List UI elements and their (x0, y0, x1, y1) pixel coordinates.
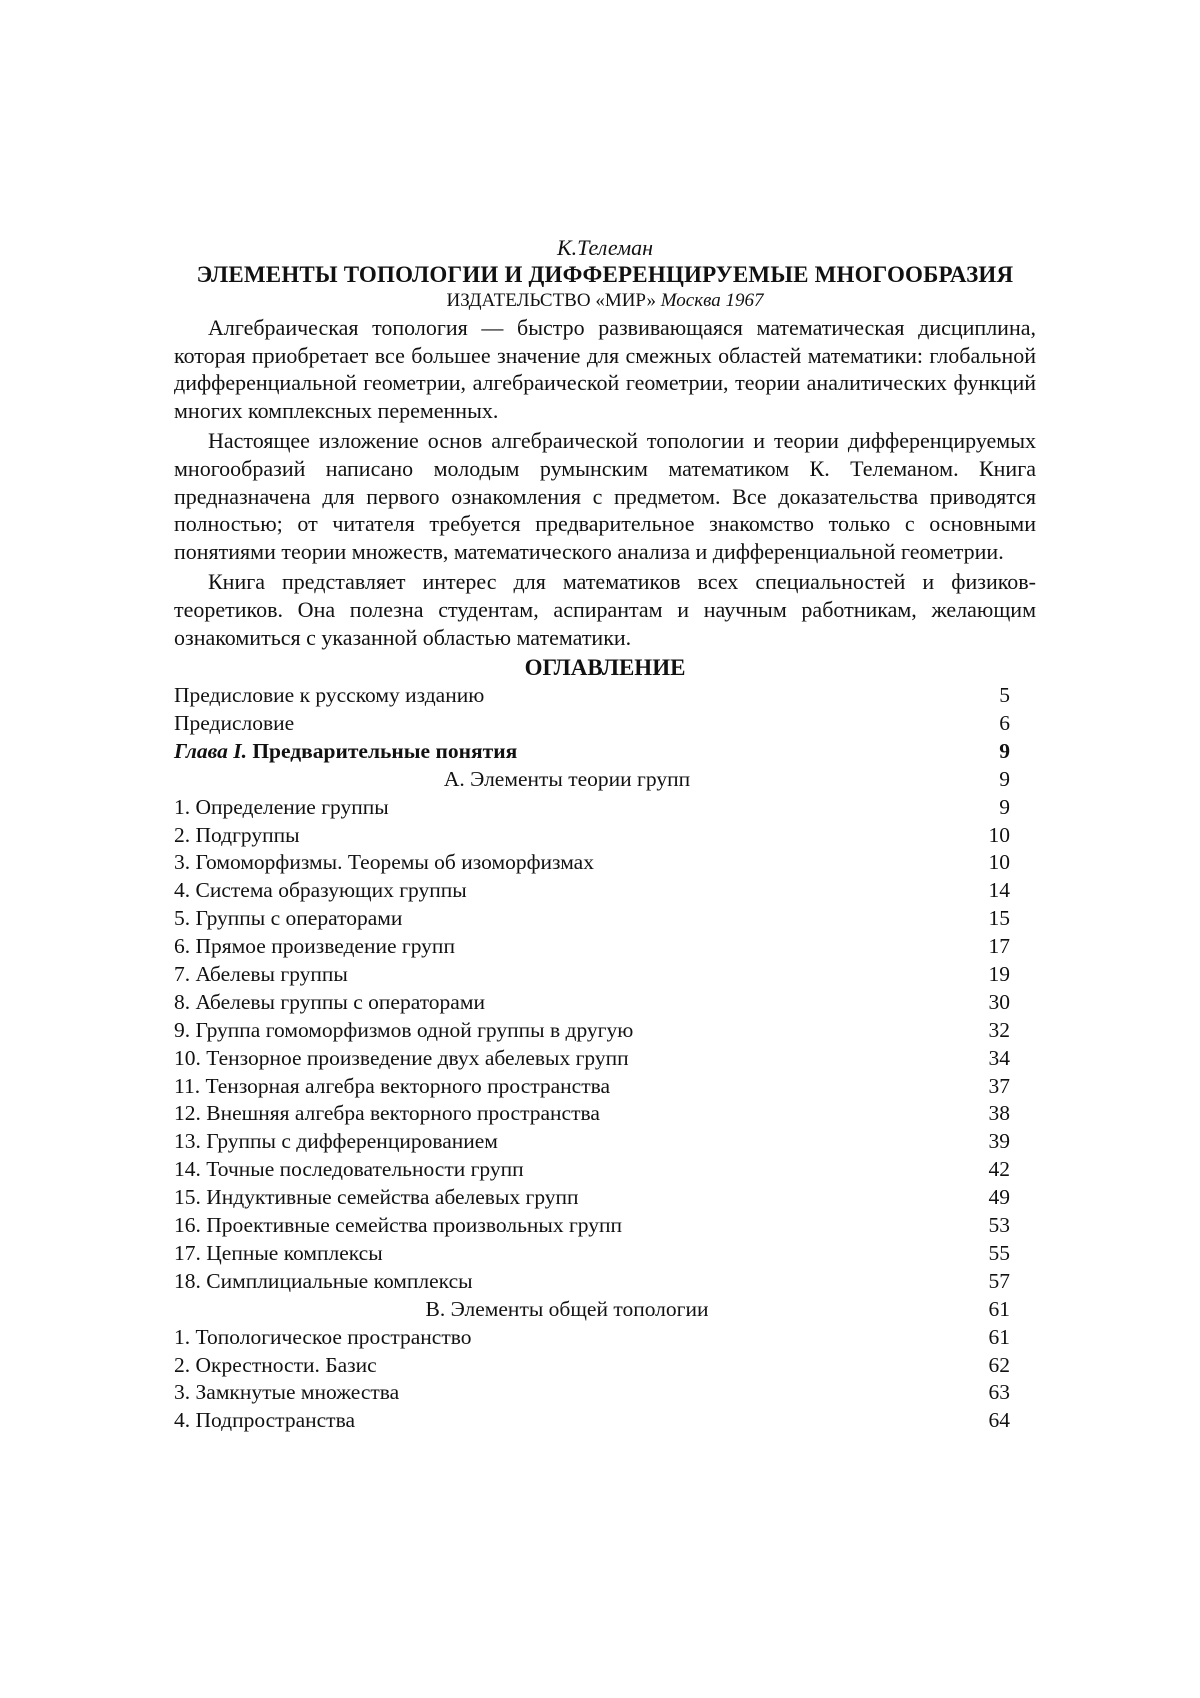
toc-label: 17. Цепные комплексы (174, 1240, 960, 1268)
book-title: ЭЛЕМЕНТЫ ТОПОЛОГИИ И ДИФФЕРЕНЦИРУЕМЫЕ МНОГООБРАЗИЯ (174, 261, 1036, 289)
toc-page-number: 14 (960, 877, 1010, 905)
toc-row (174, 1017, 1010, 1045)
toc-row (174, 1045, 1010, 1073)
toc-label: 2. Окрестности. Базис (174, 1352, 960, 1380)
toc-label: 12. Внешняя алгебра векторного пространства (174, 1100, 960, 1128)
toc-label: 14. Точные последовательности групп (174, 1156, 960, 1184)
toc-label: 9. Группа гомоморфизмов одной группы в другую (174, 1017, 960, 1045)
toc-page-number: 5 (960, 682, 1010, 710)
toc-section-title: В. Элементы общей топологии (174, 1296, 960, 1324)
toc-page-number: 53 (960, 1212, 1010, 1240)
toc-page-number: 49 (960, 1184, 1010, 1212)
toc-section-row (174, 1296, 1010, 1324)
toc-row (174, 1184, 1010, 1212)
toc-page-number: 38 (960, 1100, 1010, 1128)
chapter-title: Предварительные понятия (252, 739, 517, 763)
toc-page-number: 61 (960, 1296, 1010, 1324)
toc-page-number: 57 (960, 1268, 1010, 1296)
toc-row (174, 1073, 1010, 1101)
toc-label: 18. Симплициальные комплексы (174, 1268, 960, 1296)
toc-page-number: 55 (960, 1240, 1010, 1268)
toc-page-number: 61 (960, 1324, 1010, 1352)
toc-page-number: 34 (960, 1045, 1010, 1073)
publisher-name: ИЗДАТЕЛЬСТВО «МИР» (447, 290, 656, 311)
toc-section-title: А. Элементы теории групп (174, 766, 960, 794)
table-of-contents (174, 682, 1010, 1435)
toc-label: 5. Группы с операторами (174, 905, 960, 933)
toc-page-number: 30 (960, 989, 1010, 1017)
toc-row (174, 933, 1010, 961)
toc-page-number: 9 (960, 738, 1010, 766)
toc-chapter-row (174, 738, 1010, 766)
toc-row (174, 710, 1010, 738)
toc-label: 10. Тензорное произведение двух абелевых групп (174, 1045, 960, 1073)
toc-row (174, 849, 1010, 877)
publisher-place-year: Москва 1967 (661, 290, 764, 311)
toc-row (174, 822, 1010, 850)
toc-label: 4. Подпространства (174, 1407, 960, 1435)
description-paragraph: Настоящее изложение основ алгебраической топологии и теории дифференцируемых многообразий написано молодым румынским математиком К. Телеманом. Книга предназначена для первого ознакомления с предметом. Все доказательства приводятся полностью; от читателя требуется предварительное знакомство только с основными понятиями теории множеств, математического анализа и дифференциальной геометрии. (174, 427, 1036, 565)
toc-page-number: 37 (960, 1073, 1010, 1101)
toc-row (174, 1379, 1010, 1407)
toc-page-number: 39 (960, 1128, 1010, 1156)
toc-label: Предисловие (174, 710, 960, 738)
toc-section-a-items (174, 794, 1010, 1296)
toc-label: 15. Индуктивные семейства абелевых групп (174, 1184, 960, 1212)
toc-label: 8. Абелевы группы с операторами (174, 989, 960, 1017)
toc-label: 16. Проективные семейства произвольных групп (174, 1212, 960, 1240)
toc-label: 11. Тензорная алгебра векторного пространства (174, 1073, 960, 1101)
toc-row (174, 1352, 1010, 1380)
toc-page-number: 9 (960, 766, 1010, 794)
toc-row (174, 877, 1010, 905)
toc-page-number: 10 (960, 849, 1010, 877)
toc-label: 1. Топологическое пространство (174, 1324, 960, 1352)
toc-label: 7. Абелевы группы (174, 961, 960, 989)
toc-row (174, 961, 1010, 989)
toc-page-number: 42 (960, 1156, 1010, 1184)
chapter-number: Глава I. (174, 739, 247, 763)
author: К.Телеман (174, 235, 1036, 261)
toc-page-number: 9 (960, 794, 1010, 822)
toc-row (174, 1324, 1010, 1352)
publisher-line (174, 289, 1036, 313)
document-page (174, 235, 1036, 1435)
toc-label: 3. Замкнутые множества (174, 1379, 960, 1407)
toc-label: 4. Система образующих группы (174, 877, 960, 905)
toc-page-number: 15 (960, 905, 1010, 933)
toc-row (174, 1100, 1010, 1128)
toc-label: Предисловие к русскому изданию (174, 682, 960, 710)
toc-page-number: 64 (960, 1407, 1010, 1435)
toc-label: 6. Прямое произведение групп (174, 933, 960, 961)
toc-heading: ОГЛАВЛЕНИЕ (174, 654, 1036, 682)
toc-row (174, 794, 1010, 822)
toc-section-b-items (174, 1324, 1010, 1436)
toc-chapter-label (174, 738, 960, 766)
toc-row (174, 1128, 1010, 1156)
toc-section-row (174, 766, 1010, 794)
toc-page-number: 32 (960, 1017, 1010, 1045)
toc-page-number: 10 (960, 822, 1010, 850)
toc-page-number: 19 (960, 961, 1010, 989)
toc-row (174, 905, 1010, 933)
toc-page-number: 17 (960, 933, 1010, 961)
toc-row (174, 1156, 1010, 1184)
toc-row (174, 1268, 1010, 1296)
toc-row (174, 682, 1010, 710)
toc-label: 1. Определение группы (174, 794, 960, 822)
description-paragraph: Книга представляет интерес для математиков всех специальностей и физиков-теоретиков. Она полезна студентам, аспирантам и научным работникам, желающим ознакомиться с указанной областью математики. (174, 568, 1036, 651)
toc-row (174, 1240, 1010, 1268)
toc-label: 3. Гомоморфизмы. Теоремы об изоморфизмах (174, 849, 960, 877)
toc-page-number: 6 (960, 710, 1010, 738)
description-paragraph: Алгебраическая топология — быстро развивающаяся математическая дисциплина, которая приобретает все большее значение для смежных областей математики: глобальной дифференциальной геометрии, алгебраической геометрии, теории аналитических функций многих комплексных переменных. (174, 314, 1036, 424)
toc-page-number: 62 (960, 1352, 1010, 1380)
toc-row (174, 1407, 1010, 1435)
toc-label: 2. Подгруппы (174, 822, 960, 850)
toc-row (174, 1212, 1010, 1240)
toc-row (174, 989, 1010, 1017)
toc-label: 13. Группы с дифференцированием (174, 1128, 960, 1156)
toc-page-number: 63 (960, 1379, 1010, 1407)
